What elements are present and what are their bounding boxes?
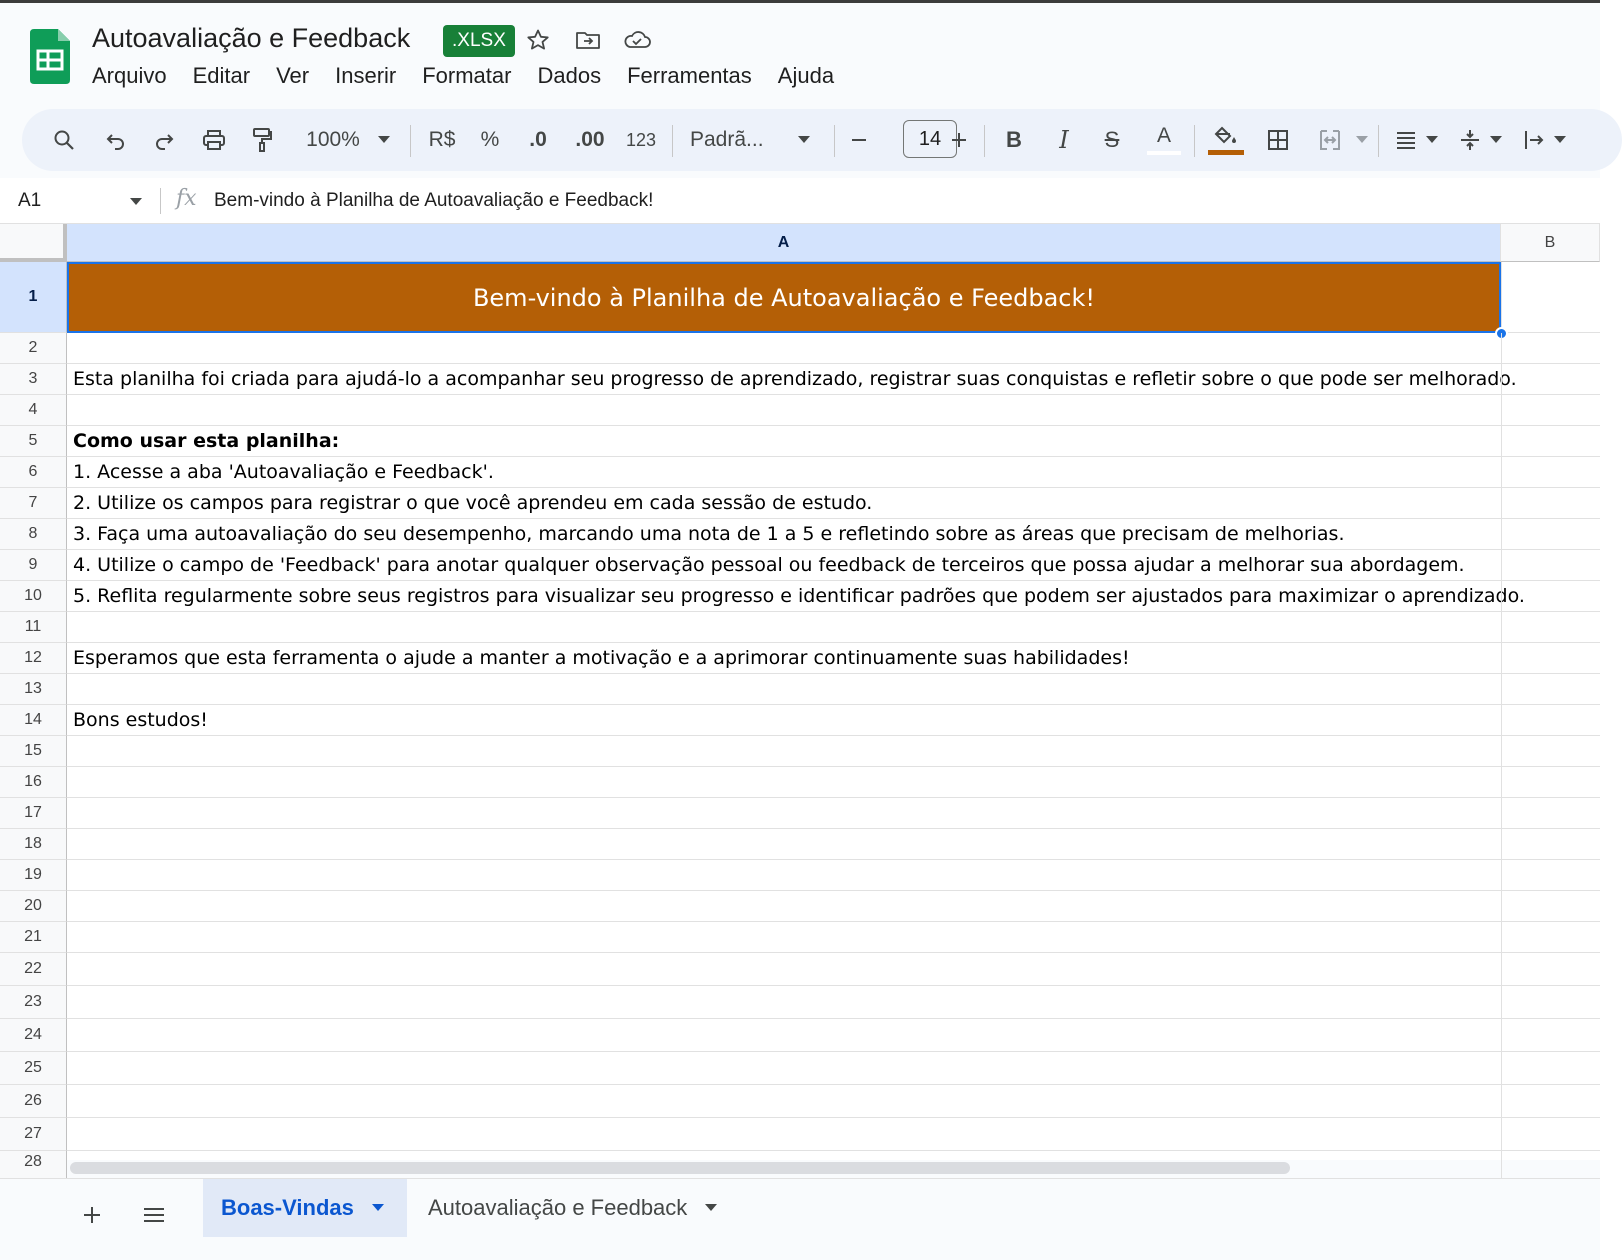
fx-icon: fx	[176, 186, 197, 211]
document-title[interactable]: Autoavaliação e Feedback	[92, 23, 411, 53]
cell-a8[interactable]: 3. Faça uma autoavaliação do seu desempenho, marcando uma nota de 1 a 5 e refletindo sobre as áreas que precisam de melhorias.	[67, 519, 1501, 550]
sheet-tab-autoavaliacao[interactable]	[410, 1179, 735, 1237]
cell-b25[interactable]	[1501, 1052, 1600, 1085]
cell-b18[interactable]	[1501, 829, 1600, 860]
menu-ferramentas[interactable]: Ferramentas	[627, 63, 752, 88]
move-folder-icon[interactable]	[573, 25, 603, 55]
cell-b24[interactable]	[1501, 1019, 1600, 1052]
row-header[interactable]: 15	[0, 736, 67, 767]
cell-a24[interactable]	[67, 1019, 1501, 1052]
cell-b4[interactable]	[1501, 395, 1600, 426]
cell-a18[interactable]	[67, 829, 1501, 860]
row-header[interactable]: 23	[0, 986, 67, 1019]
row-header[interactable]: 1	[0, 262, 67, 333]
cell-a12[interactable]: Esperamos que esta ferramenta o ajude a manter a motivação e a aprimorar continuamente suas habilidades!	[67, 643, 1501, 674]
row-header[interactable]: 27	[0, 1118, 67, 1151]
search-menus-icon[interactable]	[44, 109, 84, 171]
cell-b14[interactable]	[1501, 705, 1600, 736]
cell-a4[interactable]	[67, 395, 1501, 426]
menu-bar	[92, 63, 860, 89]
decrease-decimal-button[interactable]	[518, 109, 558, 171]
cell-b5[interactable]	[1501, 426, 1600, 457]
row-header[interactable]: 24	[0, 1019, 67, 1052]
fill-color-swatch	[1208, 150, 1244, 155]
cell-b23[interactable]	[1501, 986, 1600, 1019]
cell-b26[interactable]	[1501, 1085, 1600, 1118]
cell-b17[interactable]	[1501, 798, 1600, 829]
increase-decimal-button[interactable]	[568, 109, 612, 171]
number-format-button[interactable]: 123	[625, 129, 657, 150]
sheet-grid[interactable]	[0, 224, 1600, 1170]
menu-ajuda[interactable]: Ajuda	[777, 63, 835, 88]
cell-a13[interactable]	[67, 674, 1501, 705]
name-box[interactable]: A1	[18, 190, 42, 211]
name-box-dropdown-icon[interactable]	[130, 198, 142, 206]
cell-a23[interactable]	[67, 986, 1501, 1019]
row-header[interactable]: 13	[0, 674, 67, 705]
column-header-b[interactable]: B	[1501, 224, 1600, 262]
row-header[interactable]: 7	[0, 488, 67, 519]
toolbar-divider	[672, 125, 673, 157]
cell-a20[interactable]	[67, 891, 1501, 922]
cell-a2[interactable]	[67, 333, 1501, 364]
row-header[interactable]: 3	[0, 364, 67, 395]
file-type-badge: .XLSX	[443, 25, 515, 57]
cell-b27[interactable]	[1501, 1118, 1600, 1151]
cell-a11[interactable]	[67, 612, 1501, 643]
toolbar-divider	[834, 125, 835, 157]
row-header[interactable]: 2	[0, 333, 67, 364]
cell-a5[interactable]: Como usar esta planilha:	[67, 426, 1501, 457]
cell-a15[interactable]	[67, 736, 1501, 767]
formula-bar	[0, 178, 1600, 224]
cell-b11[interactable]	[1501, 612, 1600, 643]
row-header[interactable]: 6	[0, 457, 67, 488]
all-sheets-menu-icon[interactable]	[134, 1195, 174, 1235]
menu-editar[interactable]: Editar	[192, 63, 251, 88]
text-wrap-icon[interactable]	[1516, 109, 1552, 171]
cell-b8[interactable]	[1501, 519, 1600, 550]
menu-inserir[interactable]: Inserir	[335, 63, 397, 88]
row-header[interactable]: 19	[0, 860, 67, 891]
row-header[interactable]: 25	[0, 1052, 67, 1085]
percent-format-button[interactable]: %	[480, 128, 500, 151]
menu-formatar[interactable]: Formatar	[422, 63, 512, 88]
row-header[interactable]: 9	[0, 550, 67, 581]
cell-b21[interactable]	[1501, 922, 1600, 953]
formula-input[interactable]: Bem-vindo à Planilha de Autoavaliação e Feedback!	[214, 190, 654, 211]
cell-b13[interactable]	[1501, 674, 1600, 705]
cell-a21[interactable]	[67, 922, 1501, 953]
sheet-tab-dropdown-icon[interactable]	[372, 1204, 384, 1212]
fill-color-button[interactable]	[1206, 109, 1246, 171]
cell-a25[interactable]	[67, 1052, 1501, 1085]
cell-b15[interactable]	[1501, 736, 1600, 767]
toolbar-divider	[1378, 125, 1379, 157]
cell-b20[interactable]	[1501, 891, 1600, 922]
font-size-input[interactable]: 14	[903, 120, 957, 158]
font-family-select[interactable]: Padrã...	[690, 128, 764, 151]
cell-b7[interactable]	[1501, 488, 1600, 519]
text-color-button[interactable]	[1144, 109, 1184, 171]
cell-b1[interactable]	[1501, 262, 1600, 333]
toolbar-divider	[984, 125, 985, 157]
print-icon[interactable]	[194, 109, 234, 171]
menu-arquivo[interactable]: Arquivo	[92, 63, 167, 88]
row-header[interactable]: 21	[0, 922, 67, 953]
toolbar-divider	[410, 125, 411, 157]
row-header[interactable]: 14	[0, 705, 67, 736]
wrap-dropdown-icon[interactable]	[1550, 109, 1570, 171]
fill-color-icon	[1213, 126, 1239, 146]
row-header[interactable]: 8	[0, 519, 67, 550]
cell-a10[interactable]: 5. Reflita regularmente sobre seus registros para visualizar seu progresso e identificar padrões que podem ser ajustados para maximizar o aprendizado.	[67, 581, 1501, 612]
sheet-tab-boas-vindas[interactable]	[203, 1179, 407, 1237]
paint-format-icon[interactable]	[242, 109, 282, 171]
cell-a3[interactable]: Esta planilha foi criada para ajudá-lo a acompanhar seu progresso de aprendizado, registrar suas conquistas e refletir sobre o que pode ser melhorado.	[67, 364, 1501, 395]
cell-b12[interactable]	[1501, 643, 1600, 674]
zoom-select[interactable]: 100%	[306, 128, 360, 151]
cell-b16[interactable]	[1501, 767, 1600, 798]
row-header[interactable]: 17	[0, 798, 67, 829]
increase-font-size-icon[interactable]	[944, 109, 974, 171]
zoom-dropdown-icon[interactable]	[372, 109, 396, 171]
header	[0, 3, 1600, 103]
italic-icon[interactable]: I	[1059, 126, 1069, 154]
cell-a9[interactable]: 4. Utilize o campo de 'Feedback' para anotar qualquer observação pessoal ou feedback de terceiros que possa ajudar a melhorar sua abordagem.	[67, 550, 1501, 581]
cell-a22[interactable]	[67, 953, 1501, 986]
sheets-logo-icon[interactable]	[30, 29, 70, 84]
cell-b22[interactable]	[1501, 953, 1600, 986]
row-header[interactable]: 28	[0, 1151, 67, 1184]
cell-a19[interactable]	[67, 860, 1501, 891]
cloud-saved-icon[interactable]	[622, 25, 652, 55]
redo-icon[interactable]	[144, 109, 184, 171]
cell-a6[interactable]: 1. Acesse a aba 'Autoavaliação e Feedback'.	[67, 457, 1501, 488]
cell-a27[interactable]	[67, 1118, 1501, 1151]
text-color-swatch	[1147, 151, 1181, 155]
horizontal-align-icon[interactable]	[1388, 109, 1424, 171]
sheet-tabs-bar	[0, 1178, 1600, 1260]
cell-b2[interactable]	[1501, 333, 1600, 364]
row-header[interactable]: 4	[0, 395, 67, 426]
cell-a7[interactable]: 2. Utilize os campos para registrar o que você aprendeu em cada sessão de estudo.	[67, 488, 1501, 519]
column-header-a[interactable]: A	[67, 224, 1501, 262]
add-sheet-icon[interactable]	[72, 1195, 112, 1235]
row-header[interactable]: 5	[0, 426, 67, 457]
vertical-align-icon[interactable]	[1452, 109, 1488, 171]
decrease-font-size-icon[interactable]	[844, 109, 874, 171]
increase-decimal-label: .00	[575, 128, 605, 151]
cell-b10[interactable]	[1501, 581, 1600, 612]
row-header[interactable]: 26	[0, 1085, 67, 1118]
row-header[interactable]: 16	[0, 767, 67, 798]
cell-b19[interactable]	[1501, 860, 1600, 891]
decrease-decimal-label: .0	[529, 128, 547, 151]
horizontal-scrollbar[interactable]	[70, 1162, 1290, 1174]
cell-a1-title[interactable]: Bem-vindo à Planilha de Autoavaliação e Feedback!	[67, 262, 1501, 333]
cell-b9[interactable]	[1501, 550, 1600, 581]
toolbar-divider	[1194, 125, 1195, 157]
text-color-letter: A	[1156, 124, 1171, 147]
sheet-tab-dropdown-icon[interactable]	[705, 1204, 717, 1212]
merge-cells-icon[interactable]	[1310, 109, 1350, 171]
borders-icon[interactable]	[1258, 109, 1298, 171]
merge-dropdown-icon[interactable]	[1352, 109, 1372, 171]
row-header[interactable]: 20	[0, 891, 67, 922]
cell-b3[interactable]	[1501, 364, 1600, 395]
currency-format-button[interactable]: R$	[428, 128, 456, 151]
align-dropdown-icon[interactable]	[1422, 109, 1442, 171]
select-all-corner[interactable]	[0, 224, 67, 262]
undo-icon[interactable]	[96, 109, 136, 171]
cell-a17[interactable]	[67, 798, 1501, 829]
menu-dados[interactable]: Dados	[537, 63, 602, 88]
formula-divider	[160, 188, 161, 214]
row-header[interactable]: 11	[0, 612, 67, 643]
valign-dropdown-icon[interactable]	[1486, 109, 1506, 171]
toolbar	[22, 109, 1622, 171]
row-header[interactable]: 22	[0, 953, 67, 986]
font-dropdown-icon[interactable]	[792, 109, 816, 171]
row-header[interactable]: 12	[0, 643, 67, 674]
row-header[interactable]: 10	[0, 581, 67, 612]
sheet-tab-label: Boas-Vindas	[221, 1195, 354, 1220]
sheet-tab-label: Autoavaliação e Feedback	[428, 1195, 688, 1220]
row-header[interactable]: 18	[0, 829, 67, 860]
menu-ver[interactable]: Ver	[276, 63, 310, 88]
cell-a16[interactable]	[67, 767, 1501, 798]
bold-icon[interactable]: B	[1006, 127, 1022, 152]
cell-b6[interactable]	[1501, 457, 1600, 488]
cell-a14[interactable]: Bons estudos!	[67, 705, 1501, 736]
strikethrough-icon[interactable]: S	[1104, 127, 1120, 152]
cell-a26[interactable]	[67, 1085, 1501, 1118]
star-icon[interactable]	[523, 25, 553, 55]
